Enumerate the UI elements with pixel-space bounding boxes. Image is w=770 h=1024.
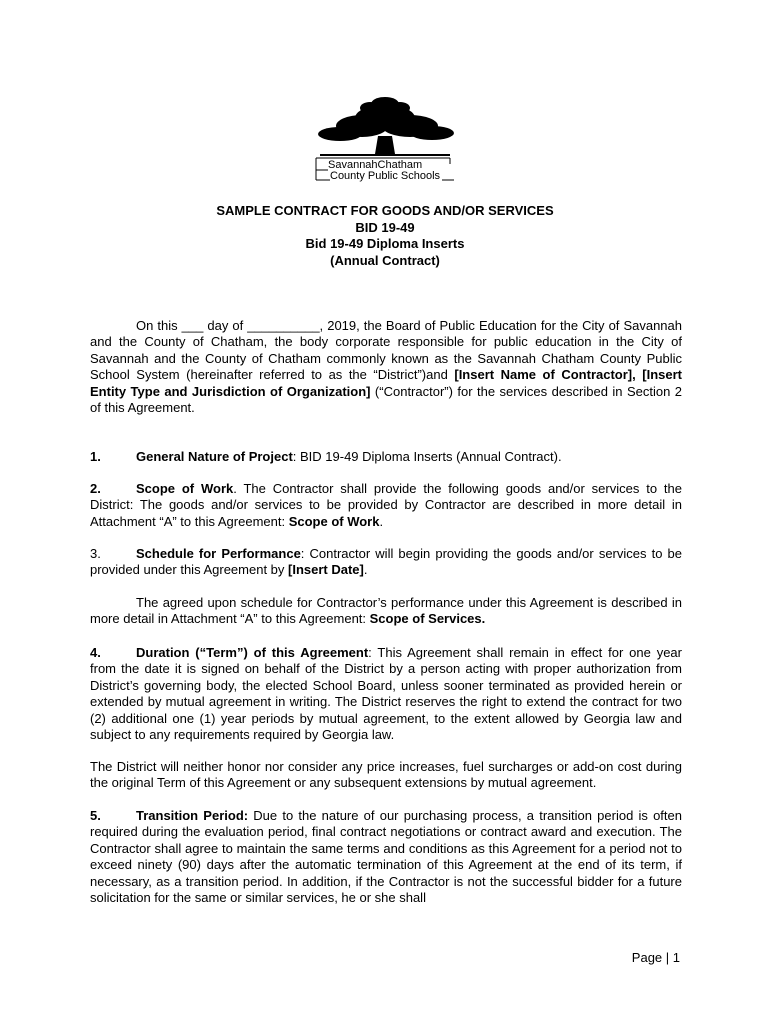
- section-number: 2.: [90, 481, 101, 496]
- section-4-pricing: [90, 759, 682, 792]
- section-text: . The Contractor shall provide the following goods and/or services to the District: The goods and/or services to be provided by Contractor are described in more detail in Attachment “A” to this Agreement:: [90, 481, 682, 529]
- title-line-2: BID 19-49: [355, 219, 415, 235]
- section-bold-ref: [Insert Date]: [288, 562, 364, 578]
- section-2: [90, 481, 682, 530]
- district-logo: [300, 96, 470, 186]
- section-heading: Duration (“Term”) of this Agreement: [136, 645, 369, 660]
- section-text: : BID 19-49 Diploma Inserts (Annual Contract).: [292, 449, 562, 464]
- section-4: [90, 645, 682, 743]
- section-5: [90, 808, 682, 906]
- section-text: The agreed upon schedule for Contractor’s performance under this Agreement is described in more detail in Attachment “A” to this Agreement:: [90, 595, 682, 627]
- intro-paragraph: [90, 318, 682, 416]
- logo-text-line2: County Public Schools: [330, 170, 441, 182]
- section-number: 1.: [90, 449, 101, 464]
- section-text: The District will neither honor nor consider any price increases, fuel surcharges or add-on cost during the original Term of this Agreement or any subsequent extensions by mutual agreement.: [90, 759, 682, 791]
- title-line-3: Bid 19-49 Diploma Inserts: [305, 236, 465, 251]
- section-text: Due to the nature of our purchasing process, a transition period is often required during the evaluation period, final contract negotiations or contract award and execution. The Contractor shall agree to maintain the same terms and conditions as this Agreement for a period not to exceed ninety (90) days after the automatic termination of this Agreement at the end of its term, if necessary, as a transition period. In addition, if the Contractor is not the successful bidder for a future solicitation for the same or similar services, he or she shall: [90, 808, 682, 906]
- section-heading: Schedule for Performance: [136, 546, 301, 561]
- section-text-end: .: [379, 513, 384, 529]
- intro-text-end: (“Contractor”) for the services described in Section 2 of this Agreement.: [90, 383, 682, 416]
- section-number: 4.: [90, 645, 101, 660]
- logo-text-line1: SavannahChatham: [328, 159, 423, 171]
- section-text-end: .: [363, 562, 368, 578]
- section-heading: Transition Period:: [136, 808, 249, 823]
- section-number: 5.: [90, 808, 101, 823]
- section-bold-ref: Scope of Services.: [369, 611, 486, 627]
- section-heading: Scope of Work: [136, 481, 234, 496]
- intro-text: On this ___ day of __________, 2019, the Board of Public Education for the City of Savannah and the County of Chatham, the body corporate responsible for public education in the City of Savannah and the County of Chatham commonly known as the Savannah Chatham County Public School System (hereinafter referred to as the “District”)and: [90, 318, 682, 383]
- section-3: [90, 546, 682, 579]
- page-number: Page | 1: [631, 950, 680, 965]
- section-text: : This Agreement shall remain in effect for one year from the date it is signed on behalf of the District by a person acting with proper authorization from District’s governing body, the elected School Board, unless sooner terminated as provided herein or extended by mutual agreement in writing. The District reserves the right to extend the contract for two (2) additional one (1) year periods by mutual agreement, to the extent allowed by Georgia law and subject to any requirements required by Georgia law.: [90, 645, 682, 743]
- title-line-1: SAMPLE CONTRACT FOR GOODS AND/OR SERVICES: [216, 203, 554, 218]
- section-3-schedule: [90, 595, 682, 628]
- document-title: [0, 203, 770, 269]
- section-bold-ref: Scope of Work: [288, 513, 380, 529]
- section-text: : Contractor will begin providing the goods and/or services to be provided under this Agreement by: [90, 546, 682, 578]
- section-heading: General Nature of Project: [136, 449, 293, 464]
- title-line-4: (Annual Contract): [330, 252, 440, 268]
- contractor-placeholder: [Insert Name of Contractor], [Insert Entity Type and Jurisdiction of Organization]: [90, 367, 682, 399]
- section-1: [90, 449, 682, 465]
- section-number: 3.: [90, 546, 101, 561]
